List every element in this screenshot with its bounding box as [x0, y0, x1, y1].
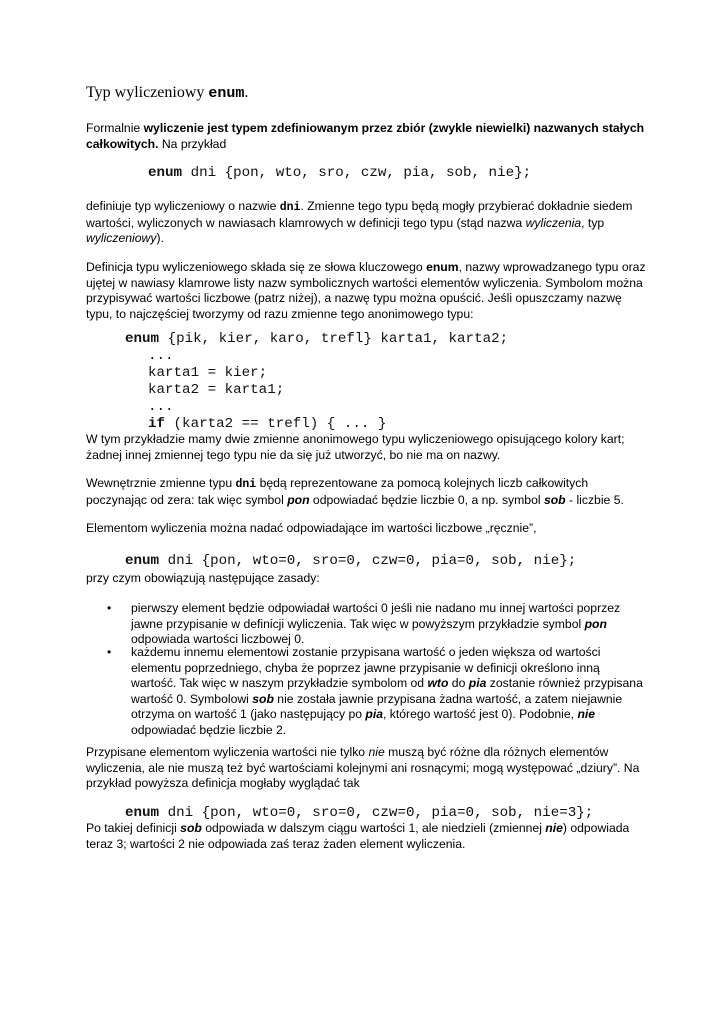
code-keyword: if: [148, 416, 166, 432]
bold-text: enum: [426, 260, 459, 274]
text: , nazwy wprowadzanego typu oraz ujętej w nawiasy klamrowe listy nazw symbolicznych wartości elementów wyliczenia. Symbolom można przypisywać wartości liczbowe (patrz niżej), a nazwę typu można opuścić. Jeśli opuszczamy nazwę typu, to najczęściej tworzymy od razu zmienne tego anonimowego typu:: [86, 260, 646, 321]
bold-italic-text: pia: [365, 707, 383, 721]
paragraph-5: [86, 476, 646, 508]
text: każdemu innemu elementowi zostanie przypisana wartość o jeden większa od wartości elementu poprzedniego, chyba że poprzez jawne przypisanie w definicji określono inną wartość. Tak więc w naszym przykładzie symbolom od: [131, 645, 601, 690]
text: , którego wartość jest 0). Podobnie,: [383, 707, 578, 721]
title-end: .: [244, 84, 249, 101]
text: . Zmienne tego typu będą mogły przybierać dokładnie siedem wartości, wyliczonych w nawiasach klamrowych w definicji tego typu (stąd nazwa: [86, 199, 633, 230]
inline-code: dni: [279, 201, 301, 214]
code-block-2-line-1: [125, 331, 508, 348]
bullet-marker: •: [107, 601, 112, 615]
paragraph-2: [86, 199, 646, 247]
code-line: ...: [148, 348, 174, 364]
text: Przypisane elementom wyliczenia wartości nie tylko: [86, 745, 369, 759]
bullet-marker: •: [107, 645, 112, 659]
bullet-item-2: [131, 645, 647, 738]
paragraph-6: Elementom wyliczenia można nadać odpowiadające im wartości liczbowe „ręcznie”,: [86, 521, 537, 535]
code-text: {pik, kier, karo, trefl} karta1, karta2;: [159, 331, 509, 347]
text: zostanie również przypisana wartość 0. Symbolowi: [131, 676, 643, 706]
code-line: karta1 = kier;: [148, 365, 268, 381]
code-block-1: [148, 165, 531, 182]
text: definiuje typ wyliczeniowy o nazwie: [86, 199, 280, 213]
text: - liczbie 5.: [565, 492, 624, 507]
title-text: Typ wyliczeniowy: [86, 84, 209, 101]
code-line: ...: [148, 399, 174, 415]
code-text: dni {pon, wto=0, sro=0, czw=0, pia=0, sob, nie=3};: [159, 805, 594, 821]
text: odpowiadać będzie liczbie 0, a np. symbol: [309, 492, 544, 507]
bullet-item-1: [131, 601, 647, 648]
code-block-3: [125, 553, 576, 570]
intro-text: Formalnie: [86, 121, 144, 135]
bold-italic-text: pia: [468, 676, 487, 690]
bold-italic-text: sob: [180, 821, 202, 835]
intro-definition-bold: wyliczenie jest typem zdefiniowanym przez zbiór (zwykle niewielki) nazwanych stałych całkowitych.: [86, 121, 645, 151]
text: Definicja typu wyliczeniowego składa się ze słowa kluczowego: [86, 260, 427, 274]
code-keyword: enum: [125, 805, 160, 821]
code-block-4: [125, 805, 593, 822]
italic-text: wyliczeniowy: [86, 231, 157, 245]
title-keyword: enum: [208, 85, 245, 102]
code-keyword: enum: [125, 331, 160, 347]
bold-italic-text: sob: [252, 691, 274, 706]
paragraph-8: [86, 745, 646, 792]
bold-italic-text: nie: [545, 821, 563, 835]
code-text: (karta2 == trefl) { ... }: [165, 416, 387, 432]
bold-italic-text: nie: [577, 707, 596, 721]
code-line: karta2 = karta1;: [148, 382, 285, 398]
text: nie została jawnie przypisana żadna wartość, a zatem niejawnie otrzyma on wartość 1 (jako następujący po: [131, 691, 623, 721]
paragraph-7: przy czym obowiązują następujące zasady:: [86, 571, 320, 585]
text: będą reprezentowane za pomocą kolejnych liczb całkowitych poczynając od zera: tak więc symbol: [86, 476, 589, 507]
intro-paragraph: [86, 121, 646, 152]
text: Po takiej definicji: [86, 821, 181, 835]
paragraph-4: W tym przykładzie mamy dwie zmienne anonimowego typu wyliczeniowego opisującego kolory kart; żadnej innej zmiennej tego typu nie da się już utworzyć, bo nie ma on nazwy.: [86, 432, 625, 462]
code-keyword: enum: [125, 553, 160, 569]
text: Wewnętrznie zmienne typu: [86, 476, 236, 490]
code-text: dni {pon, wto, sro, czw, pia, sob, nie};: [182, 165, 532, 181]
inline-code: dni: [235, 478, 257, 491]
code-line: [148, 416, 386, 433]
bold-italic-text: pon: [287, 492, 310, 507]
code-text: dni {pon, wto=0, sro=0, czw=0, pia=0, sob, nie};: [159, 553, 577, 569]
bold-italic-text: wto: [427, 676, 449, 690]
paragraph-3: [86, 260, 646, 322]
text: odpowiada w dalszym ciągu wartości 1, ale niedzieli (zmiennej: [201, 821, 546, 835]
italic-text: nie: [368, 745, 385, 759]
text: odpowiada wartości liczbowej 0.: [131, 632, 305, 646]
paragraph-9: [86, 821, 646, 852]
text: ) odpowiada teraz 3; wartości 2 nie odpowiada zaś teraz żaden element wyliczenia.: [86, 821, 630, 851]
text: pierwszy element będzie odpowiadał wartości 0 jeśli nie nadano mu innej wartości poprzez jawne przypisanie w definicji wyliczenia. Tak więc w powyższym przykładzie symbol: [131, 601, 621, 631]
code-block-2-body: [148, 348, 386, 433]
text: , typ: [581, 215, 605, 230]
text: odpowiadać będzie liczbie 2.: [131, 722, 287, 737]
intro-text-end: Na przykład: [158, 136, 227, 151]
bold-italic-text: sob: [543, 492, 566, 507]
bold-italic-text: pon: [584, 616, 607, 631]
page-title: [86, 84, 248, 102]
italic-text: wyliczenia: [525, 215, 582, 230]
text: do: [448, 676, 469, 690]
code-keyword: enum: [148, 165, 183, 181]
text: ).: [156, 231, 164, 245]
text: muszą być różne dla różnych elementów wyliczenia, ale nie muszą też być wartościami kolejnymi ani rosnącymi; mogą występować „dziury”. Na przykład powyższa definicja mogłaby wyglądać tak: [86, 745, 640, 790]
